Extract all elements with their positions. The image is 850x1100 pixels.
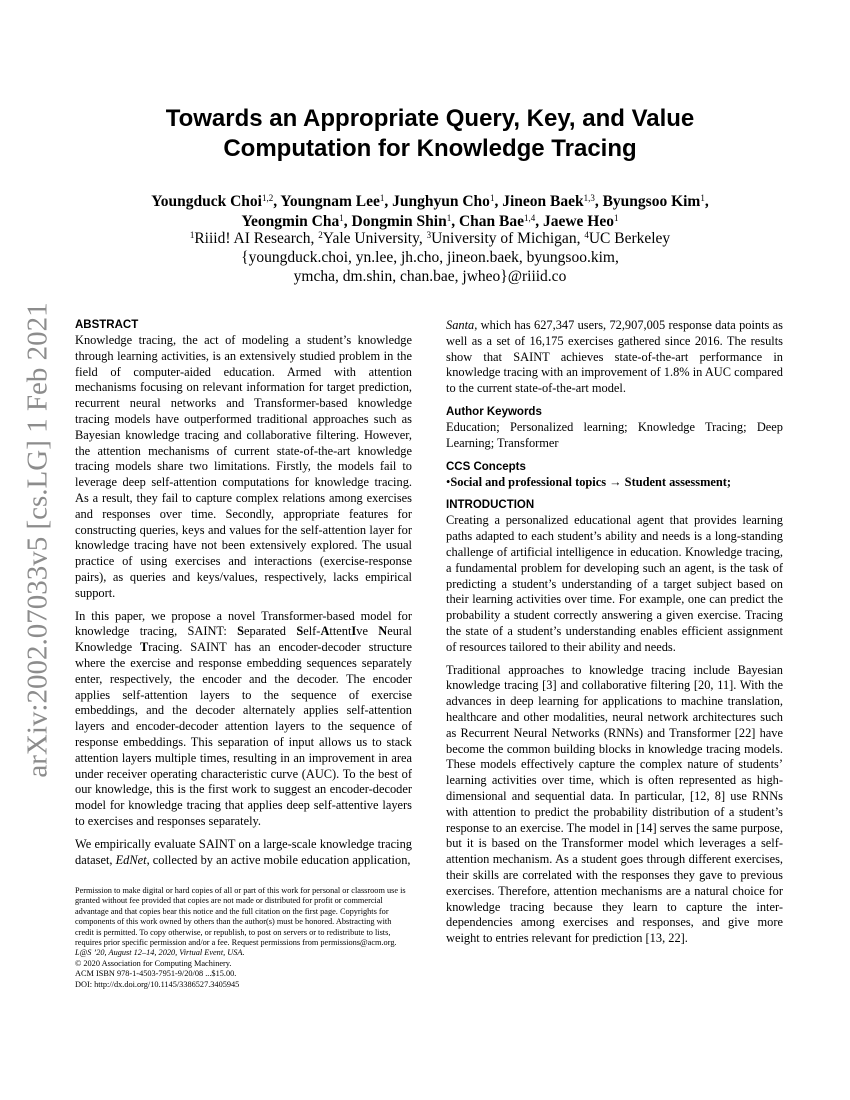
abstract-paragraph-3 [75,837,412,869]
ccs-concepts [446,475,783,491]
abstract-p2-start: In this paper, we propose a novel Transformer-based model for knowledge tracing, SAINT: [75,608,412,639]
affil-mark: 2 [318,230,323,240]
app-name: Santa [446,318,475,332]
abstract-paragraph-2 [75,609,412,830]
affiliations: $^1$Riiid! AI Research, $^2$Yale University, $^3$University of Michigan, $^4$UC Berkeley {youngduck.choi, yn.lee, jh.cho, jineon.baek, byungsoo.kim, ymcha, dm.shin, chan.bae, jwheo}@riiid.co [189,230,671,285]
keywords-text: Education; Personalized learning; Knowledge Tracing; Deep Learning; Transformer [446,419,783,450]
ccs-concept: Social and professional topics [450,474,607,489]
author-affil-mark: 1 [446,213,452,223]
keywords-heading: Author Keywords [446,405,542,418]
abstract-p3-end: , which has 627,347 users, 72,907,005 response data points as well as a set of 16,175 exercises gathered since 2016. The results show that SAINT achieves state-of-the-art performance in knowledge tracing with an improvement of 1.8% in AUC compared to the current state-of-the-art model. [446,318,783,396]
introduction-heading: INTRODUCTION [446,499,535,512]
email-line-1: {youngduck.choi, yn.lee, jh.cho, jineon.baek, byungsoo.kim, [241,249,619,266]
author-name: Byungsoo Kim [602,193,701,210]
author-affil-mark: 1 [339,213,344,223]
abstract-heading: ABSTRACT [75,319,139,331]
author-name: Junghyun Cho [392,193,490,210]
copyright-footnote [75,886,412,990]
introduction-paragraph-2: Traditional approaches to knowledge tracing include Bayesian knowledge tracing [3] and collaborative filtering [20, 11]. With the advances in deep learning for applications to machine translation, healthcare and other modalities, neural network architectures such as Recurrent Neural Networks (RNNs) and Transformer [22] have become the common building blocks in knowledge tracing models. These models effectively capture the complex nature of students’ learning activities over time, which is often represented as high-dimensional and sequential data. In particular, [12, 8] use RNNs with attention to predict the probability distribution of a student’s response to an exercise. The model in [14] serves the same purpose, but it is based on the Transformer model which leverages a self-attention mechanism. As a student goes through different exercises, their skills are correlated with the responses they gave to previous exercises. Therefore, attention mechanisms are a natural choice for knowledge tracing because they learn to capture the inter-dependencies among exercises and responses, and give more weight to entries relevant for prediction [13, 22]. [446,662,783,946]
affil-mark: 3 [426,230,432,240]
affil-mark: 4 [584,230,589,240]
author-name: Youngnam Lee [280,193,380,210]
author-name: Chan Bae [458,213,524,230]
ccs-bullet: • [446,474,451,489]
arxiv-stamp-text: arXiv:2002.07033v5 [cs.LG] 1 Feb 2021 [21,302,54,778]
author-affil-mark: 1 [489,193,495,203]
saint-acronym: Separated Self-AttentIve Neural Knowledge Tracing [75,624,412,655]
author-affil-mark: 1 [700,193,705,203]
title-line-1: Towards an Appropriate Query, Key, and Value [165,105,695,132]
ccs-subconcept: Student assessment; [624,474,732,489]
author-name: Youngduck Choi [151,193,262,210]
author-name: Jaewe Heo [542,213,614,230]
affiliation-name: UC Berkeley [588,230,671,247]
affiliation-name: Riiid! AI Research [194,230,311,247]
affiliation-name: University of Michigan [431,230,577,247]
isbn-line: ACM ISBN 978-1-4503-7951-9/20/08 ...$15.00. [75,969,237,979]
permission-notice: Permission to make digital or hard copies of all or part of this work for personal or classroom use is granted without fee provided that copies are not made or distributed for profit or commercial advantage and that copies bear this notice and the full citation on the first page. Copyrights for components of this work owned by others than the author(s) must be honored. Abstracting with credit is permitted. To copy otherwise, or republish, to post on servers or to redistribute to lists, requires prior specific permission and/or a fee. Request permissions from permissions@acm.org. [75,886,406,948]
author-affil-mark: 1,3 [583,193,595,203]
left-column [75,318,412,875]
abstract-paragraph-3-continued [446,318,783,397]
author-name: Dongmin Shin [351,213,447,230]
ccs-arrow: → [609,474,622,489]
abstract-paragraph-1: Knowledge tracing, the act of modeling a student’s knowledge through learning activities, is an extensively studied problem in the field of computer-aided education. Armed with attention mechanisms focusing on relevant information for target prediction, recurrent neural networks and Transformer-based knowledge tracing models have outperformed traditional approaches such as Bayesian knowledge tracing and collaborative filtering. However, the attention mechanisms of current state-of-the-art knowledge tracing models share two limitations. Firstly, the models fail to leverage deep self-attention computations for knowledge tracing. As a result, they fail to capture complex relations among exercises and responses over time. Secondly, appropriate features for constructing queries, keys and values for the self-attention layer for knowledge tracing have not been extensively explored. The usual practice of using exercises and interactions (exercise-response pairs), as queries and keys/values, respectively, lacks empirical support. [75,333,412,600]
author-affil-mark: 1,4 [523,213,536,223]
dataset-name: EdNet [115,852,147,867]
abstract-p3-start: We empirically evaluate SAINT on a large-scale knowledge tracing dataset, [75,836,412,867]
author-affil-mark: 1 [379,193,385,203]
doi-line: DOI: http://dx.doi.org/10.1145/3386527.3405945 [75,979,240,989]
abstract-p2-end: . SAINT has an encoder-decoder structure where the exercise and response embedding sequences separately enter, respectively, the encoder and the decoder. The encoder applies self-attention layers to the sequence of exercise embeddings, and the decoder alternately applies self-attention layers and encoder-decoder attention layers to the sequence of response embeddings. This separation of input allows us to stack attention layers multiple times, resulting in an improvement in area under receiver operating characteristic curve (AUC). To the best of our knowledge, this is the first work to suggest an encoder-decoder model for knowledge tracing that applies deep self-attentive layers to exercises and responses separately. [75,640,412,828]
author-name: Yeongmin Cha [241,213,340,230]
author-affil-mark: 1,2 [261,193,274,203]
paper-title [100,104,760,164]
affiliation-name: Yale University [322,230,419,247]
abstract-p3-middle: , collected by an active mobile education application, [146,852,411,867]
affil-mark: 1 [189,230,195,240]
author-list: Youngduck Choi$^{1,2}$, Youngnam Lee$^1$, Junghyun Cho$^1$, Jineon Baek$^{1,3}$, Byungsoo Kim$^1$, Yeongmin Cha$^1$, Dongmin Shin$^1$, Chan Bae$^{1,4}$, Jaewe Heo$^1$ [151,193,709,230]
author-name: Jineon Baek [502,193,584,210]
conference-info: L@S ’20, August 12–14, 2020, Virtual Event, USA. [75,948,245,958]
right-column [446,318,783,954]
author-affil-mark: 1 [614,213,619,223]
email-line-2: ymcha, dm.shin, chan.bae, jwheo}@riiid.co [293,268,567,285]
ccs-heading: CCS Concepts [446,460,526,473]
copyright-line: © 2020 Association for Computing Machinery. [75,958,232,968]
introduction-paragraph-1: Creating a personalized educational agent that provides learning paths adapted to each student’s ability and needs is a long-standing challenge of artificial intelligence in education. Knowledge tracing, a fundamental problem for developing such an agent, is the task of predicting a student’s understanding of a target subject based on their learning activities over time. For example, one can predict the probability a student correctly answering a given exercise. Tracing the state of a student’s understanding enables efficient assignment of resources tailored to their ability and needs. [446,513,783,654]
title-line-2: Computation for Knowledge Tracing [223,135,637,162]
